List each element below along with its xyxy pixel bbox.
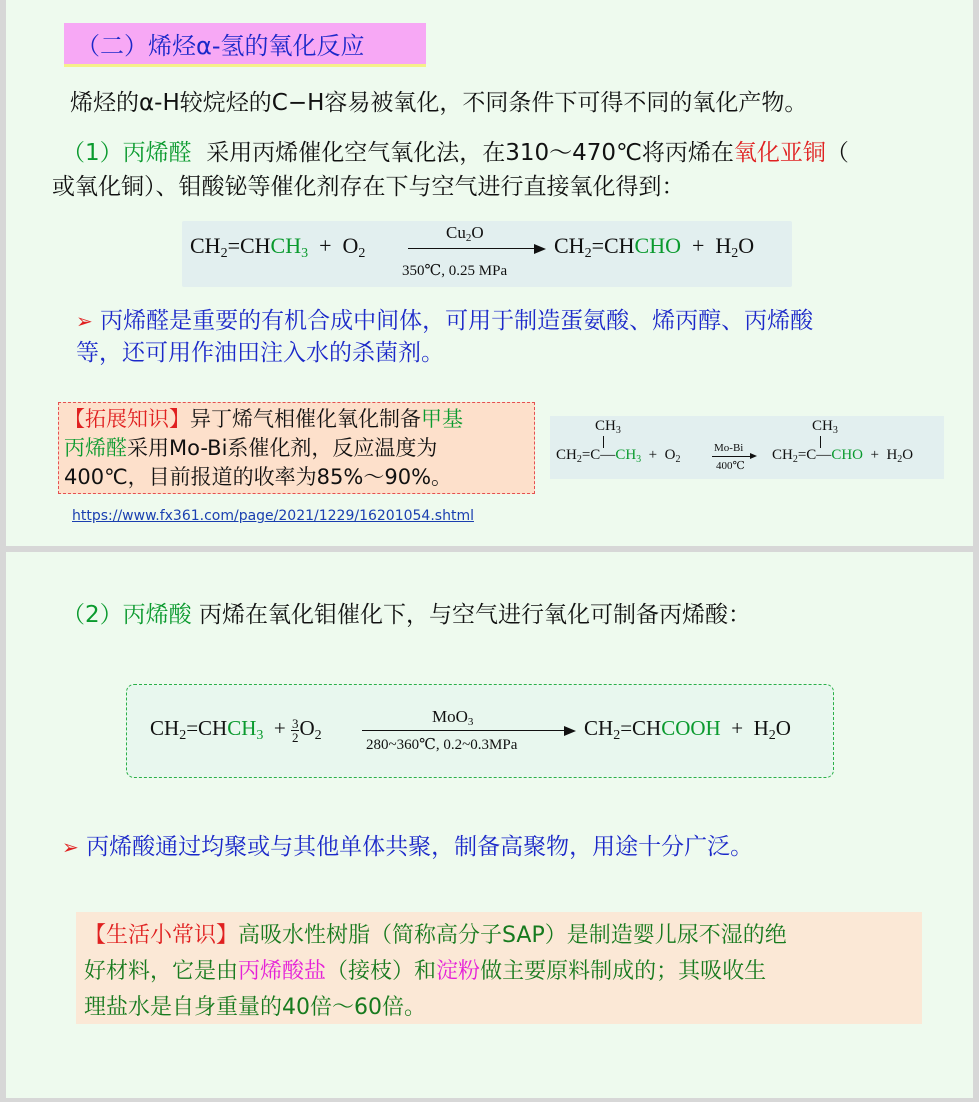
acrolein-uses-line2: 等，还可用作油田注入水的杀菌剂。: [76, 340, 444, 366]
eq2-products: $CH_2=CHCOOH + H_2O$: [584, 716, 791, 743]
eq2-arrow-head: [564, 726, 576, 736]
eq1-catalyst: $Cu_2O$: [446, 223, 484, 244]
acrolein-paragraph-line2: 或氧化铜）、钼酸铋等催化剂存在下与空气进行直接氧化得到：: [52, 174, 685, 200]
struct-catalyst: Mo-Bi: [714, 442, 744, 454]
intro-text: 烯烃的α-H较烷烃的C−H容易被氧化，不同条件下可得不同的氧化产物。: [70, 90, 808, 116]
extension-tag: 【拓展知识】: [64, 407, 190, 431]
struct-left-ch3: $CH_3$: [595, 418, 621, 436]
acrolein-label: （1）丙烯醛: [62, 140, 192, 166]
arrow-bullet-icon: ➢: [76, 309, 93, 333]
acrylic-acid-paragraph: （2）丙烯酸 丙烯在氧化钼催化下，与空气进行氧化可制备丙烯酸：: [62, 602, 751, 628]
struct-arrow-head: [750, 453, 757, 459]
acrylic-acid-label: （2）丙烯酸: [62, 602, 192, 628]
eq1-products: $CH_2=CHCHO + H_2O$: [554, 233, 755, 261]
acrylic-acid-uses: ➢ 丙烯酸通过均聚或与其他单体共聚，制备高聚物，用途十分广泛。: [62, 834, 754, 860]
struct-conditions: 400℃: [716, 460, 745, 472]
life-tip-tag: 【生活小常识】: [84, 923, 239, 948]
eq2-reactants: $CH_2=CHCH_3$ + $\frac{3}{2}$ $O_2$: [150, 715, 322, 745]
acrolein-uses-line1: ➢ 丙烯醛是重要的有机合成中间体，可用于制造蛋氨酸、烯丙醇、丙烯酸: [76, 308, 814, 334]
extension-line2: 丙烯醛采用Mo-Bi系催化剂，反应温度为: [64, 436, 438, 460]
life-tip-line3: 理盐水是自身重量的40倍～60倍。: [84, 995, 426, 1020]
struct-left-chain: $CH_2=C—CH_3 + O_2$: [556, 447, 681, 465]
struct-right-chain: $CH_2=C—CHO + H_2O$: [772, 447, 914, 465]
source-link[interactable]: https://www.fx361.com/page/2021/1229/16201054.shtml: [72, 508, 474, 524]
cuprous-oxide-highlight: 氧化亚铜: [733, 140, 826, 166]
arrow-bullet-icon: ➢: [62, 835, 79, 859]
extension-line3: 400℃，目前报道的收率为85%～90%。: [64, 465, 453, 489]
extension-line1: 【拓展知识】异丁烯气相催化氧化制备甲基: [64, 407, 463, 431]
eq1-conditions: 350℃, 0.25 MPa: [402, 263, 508, 279]
struct-right-ch3: $CH_3$: [812, 418, 838, 436]
section-title: （二）烯烃α-氢的氧化反应: [76, 32, 365, 60]
eq2-arrow: [362, 730, 566, 731]
life-tip-line2: 好材料，它是由丙烯酸盐（接枝）和淀粉做主要原料制成的；其吸收生: [84, 959, 767, 984]
acrolein-paragraph-line1: （1）丙烯醛 采用丙烯催化空气氧化法，在310～470℃将丙烯在氧化亚铜（: [62, 140, 849, 166]
life-tip-line1: 【生活小常识】高吸水性树脂（简称高分子SAP）是制造婴儿尿不湿的绝: [84, 923, 787, 948]
eq1-arrow: [408, 248, 536, 249]
eq2-catalyst: MoO$_3$: [432, 707, 474, 728]
eq1-arrow-head: [534, 244, 546, 254]
struct-arrow: [712, 456, 752, 457]
eq2-fraction: $\frac{3}{2}$: [291, 715, 299, 745]
eq1-reactants: $CH_2=CHCH_3 + O_2$: [190, 233, 366, 261]
eq2-conditions: 280~360℃, 0.2~0.3MPa: [366, 737, 518, 753]
